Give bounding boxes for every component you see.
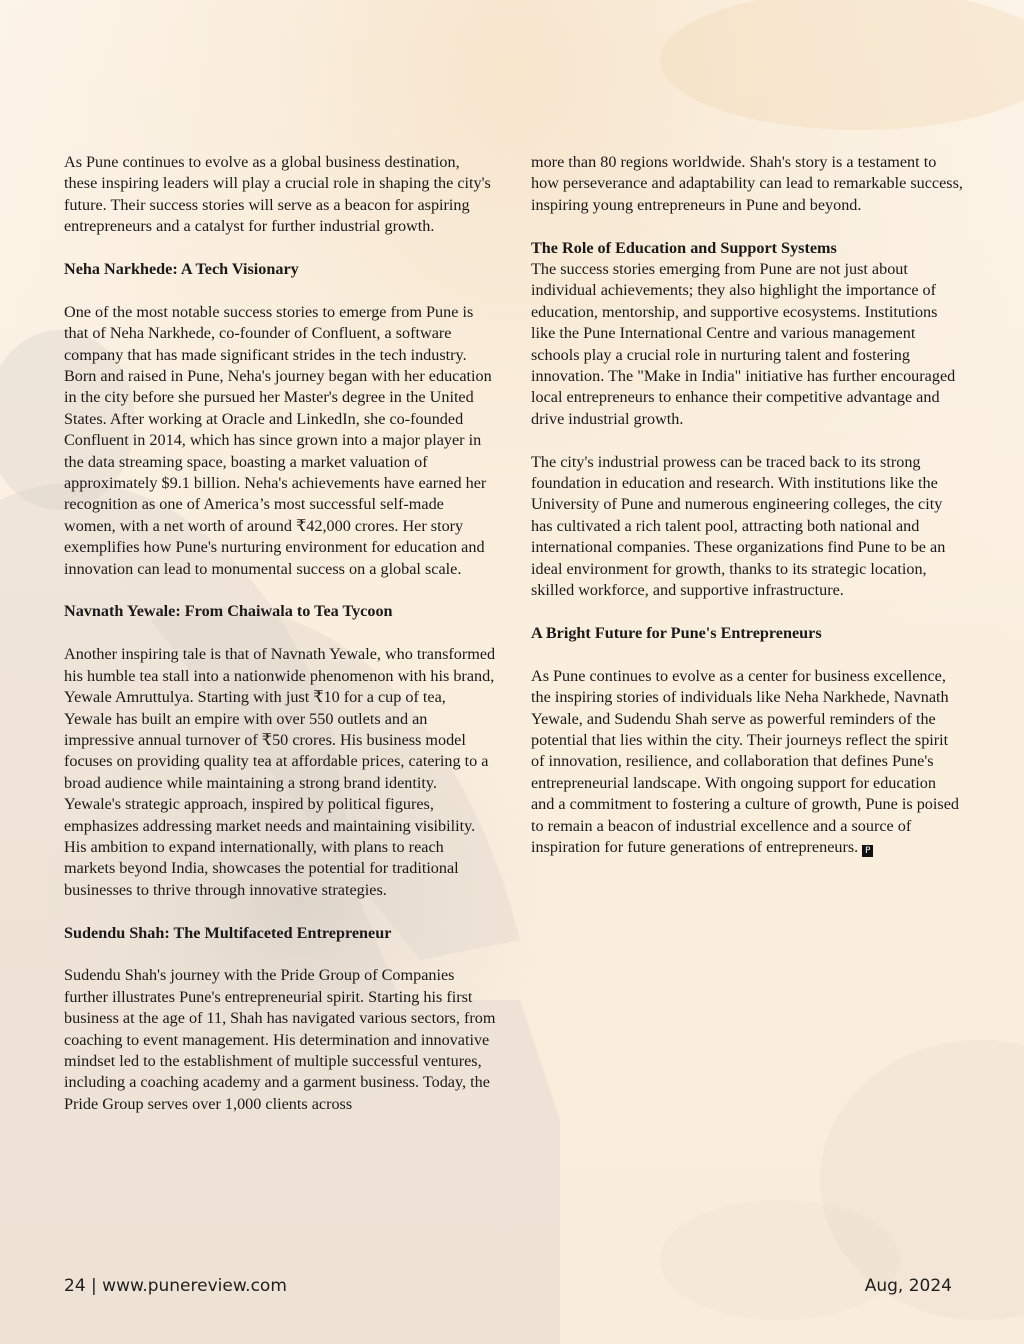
section-heading-navnath: Navnath Yewale: From Chaiwala to Tea Tycoon	[64, 602, 393, 621]
footer-page-number-and-site: 24 | www.punereview.com	[64, 1276, 287, 1296]
section-heading-sudendu: Sudendu Shah: The Multifaceted Entrepreneur	[64, 923, 392, 942]
education-paragraph: The success stories emerging from Pune are not just about individual achievements; they also highlight the importance of education, mentorship, and supportive ecosystems. Institutions like the Pune International Centre and various management schools play a crucial role in nurturing talent and fostering innovation. The "Make in India" initiative has further encouraged local entrepreneurs to enhance their competitive advantage and drive industrial growth.	[531, 260, 956, 428]
footer-date: Aug, 2024	[864, 1276, 952, 1296]
section-heading-future: A Bright Future for Pune's Entrepreneurs	[531, 623, 822, 642]
article-end-icon: P	[862, 845, 873, 857]
neha-paragraph: One of the most notable success stories to emerge from Pune is that of Neha Narkhede, co-founder of Confluent, a software company that has made significant strides in the tech industry. Born and raised in Pune, Neha's journey began with her education in the city before she pursued her Master's degree in the United States. After working at Oracle and LinkedIn, she co-founded Confluent in 2014, which has since grown into a major player in the data streaming space, boasting a market valuation of approximately $9.1 billion. Neha's achievements have earned her recognition as one of America’s most successful self-made women, with a net worth of around ₹42,000 crores. Her story exemplifies how Pune's nurturing environment for education and innovation can lead to monumental success on a global scale.	[64, 302, 492, 578]
section-heading-education: The Role of Education and Support Systems	[531, 238, 837, 257]
industrial-prowess-paragraph: The city's industrial prowess can be traced back to its strong foundation in education and research. With institutions like the University of Pune and numerous engineering colleges, the city has cultivated a rich talent pool, attracting both national and international companies. These organizations find Pune to be an ideal environment for growth, thanks to its strategic location, skilled workforce, and supportive infrastructure.	[531, 452, 946, 600]
sudendu-continuation-paragraph: more than 80 regions worldwide. Shah's story is a testament to how perseverance and adaptability can lead to remarkable success, inspiring young entrepreneurs in Pune and beyond.	[531, 153, 963, 214]
future-paragraph	[531, 666, 963, 859]
right-column	[531, 152, 963, 880]
section-heading-neha: Neha Narkhede: A Tech Visionary	[64, 260, 299, 279]
sudendu-paragraph: Sudendu Shah's journey with the Pride Group of Companies further illustrates Pune's entrepreneurial spirit. Starting his first business at the age of 11, Shah has navigated various sectors, from coaching to event management. His determination and innovative mindset led to the establishment of multiple successful ventures, including a coaching academy and a garment business. Today, the Pride Group serves over 1,000 clients across	[64, 966, 496, 1113]
future-paragraph-text: As Pune continues to evolve as a center for business excellence, the inspiring stories of individuals like Neha Narkhede, Navnath Yewale, and Sudendu Shah serve as powerful reminders of the potential that lies within the city. Their journeys reflect the spirit of innovation, resilience, and collaboration that defines Pune's entrepreneurial landscape. With ongoing support for education and a commitment to fostering a culture of growth, Pune is poised to remain a beacon of industrial excellence and a source of inspiration for future generations of entrepreneurs.	[531, 666, 959, 856]
navnath-paragraph: Another inspiring tale is that of Navnath Yewale, who transformed his humble tea stall into a nationwide phenomenon with his brand, Yewale Amruttulya. Starting with just ₹10 for a cup of tea, Yewale has built an empire with over 550 outlets and an impressive annual turnover of ₹50 crores. His business model focuses on providing quality tea at affordable prices, catering to a broad audience while maintaining a strong brand identity. Yewale's strategic approach, inspired by political figures, emphasizes addressing market needs and maintaining visibility. His ambition to expand internationally, with plans to reach markets beyond India, showcases the potential for traditional businesses to thrive through innovative strategies.	[64, 645, 496, 899]
intro-paragraph: As Pune continues to evolve as a global business destination, these inspiring leaders will play a crucial role in shaping the city's future. Their success stories will serve as a beacon for aspiring entrepreneurs and a catalyst for further industrial growth.	[64, 153, 491, 236]
left-column	[64, 152, 496, 1137]
